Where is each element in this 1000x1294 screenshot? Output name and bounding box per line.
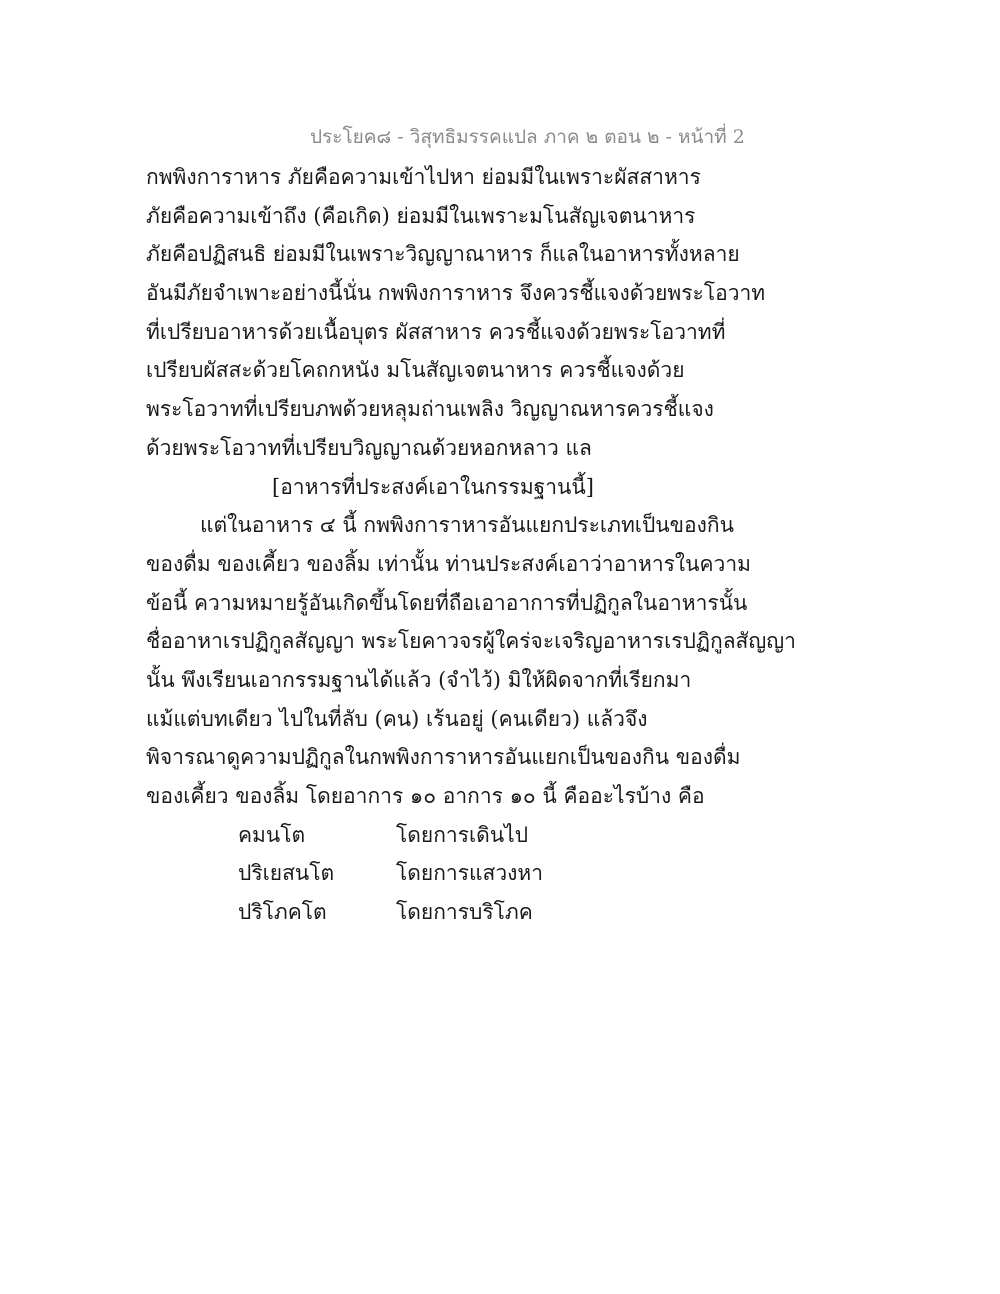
paragraph-line: แต่ในอาหาร ๔ นี้ กพพิงการาหารอันแยกประเภทเป็นของกิน bbox=[200, 513, 734, 538]
list-gloss: โดยการเดินไป bbox=[396, 822, 529, 847]
list-gloss: โดยการแสวงหา bbox=[396, 861, 544, 886]
text-line: เปรียบผัสสะด้วยโคถกหนัง มโนสัญเจตนาหาร ควรชี้แจงด้วย bbox=[146, 358, 685, 383]
paragraph-line: พิจารณาดูความปฏิกูลในกพพิงการาหารอันแยกเป็นของกิน ของดื่ม bbox=[146, 745, 741, 770]
list-item bbox=[146, 893, 866, 932]
paragraph-line: ข้อนี้ ความหมายรู้อันเกิดขึ้นโดยที่ถือเอาอาการที่ปฏิกูลในอาหารนั้น bbox=[146, 590, 748, 615]
list-term: คมนโต bbox=[238, 822, 306, 847]
section-heading: [อาหารที่ประสงค์เอาในกรรมฐานนี้] bbox=[272, 474, 594, 499]
body-text bbox=[146, 158, 866, 932]
list-gloss: โดยการบริโภค bbox=[396, 900, 533, 925]
text-line: ด้วยพระโอวาทที่เปรียบวิญญาณด้วยหอกหลาว แล bbox=[146, 435, 592, 460]
text-line: ภัยคือปฏิสนธิ ย่อมมีในเพราะวิญญาณาหาร ก็แลในอาหารทั้งหลาย bbox=[146, 242, 740, 267]
text-line: อันมีภัยจำเพาะอย่างนี้นั่น กพพิงการาหาร จึงควรชี้แจงด้วยพระโอวาท bbox=[146, 281, 766, 306]
list-item bbox=[146, 854, 866, 893]
running-header: ประโยค๘ - วิสุทธิมรรคแปล ภาค ๒ ตอน ๒ - หน้าที่ 2 bbox=[310, 126, 745, 148]
paragraph-line: ของดื่ม ของเคี้ยว ของลิ้ม เท่านั้น ท่านประสงค์เอาว่าอาหารในความ bbox=[146, 551, 751, 576]
text-line: ภัยคือความเข้าถึง (คือเกิด) ย่อมมีในเพราะมโนสัญเจตนาหาร bbox=[146, 203, 696, 228]
list-term: ปริโภคโต bbox=[238, 900, 327, 925]
text-line: ที่เปรียบอาหารด้วยเนื้อบุตร ผัสสาหาร ควรชี้แจงด้วยพระโอวาทที่ bbox=[146, 319, 726, 344]
list-term: ปริเยสนโต bbox=[238, 861, 335, 886]
paragraph-line: แม้แต่บทเดียว ไปในที่ลับ (คน) เร้นอยู่ (คนเดียว) แล้วจึง bbox=[146, 706, 648, 731]
text-line: กพพิงการาหาร ภัยคือความเข้าไปหา ย่อมมีในเพราะผัสสาหาร bbox=[146, 165, 701, 189]
paragraph-line: ของเคี้ยว ของลิ้ม โดยอาการ ๑๐ อาการ ๑๐ นี้ คืออะไรบ้าง คือ bbox=[146, 784, 705, 808]
list-item bbox=[146, 816, 866, 855]
paragraph-line: นั้น พึงเรียนเอากรรมฐานได้แล้ว (จำไว้) มิให้ผิดจากที่เรียกมา bbox=[146, 667, 692, 692]
text-line: พระโอวาทที่เปรียบภพด้วยหลุมถ่านเพลิง วิญญาณหารควรชี้แจง bbox=[146, 397, 714, 422]
paragraph-line: ชื่ออาหาเรปฏิกูลสัญญา พระโยคาวจรผู้ใคร่จะเจริญอาหารเรปฏิกูลสัญญา bbox=[146, 629, 796, 654]
